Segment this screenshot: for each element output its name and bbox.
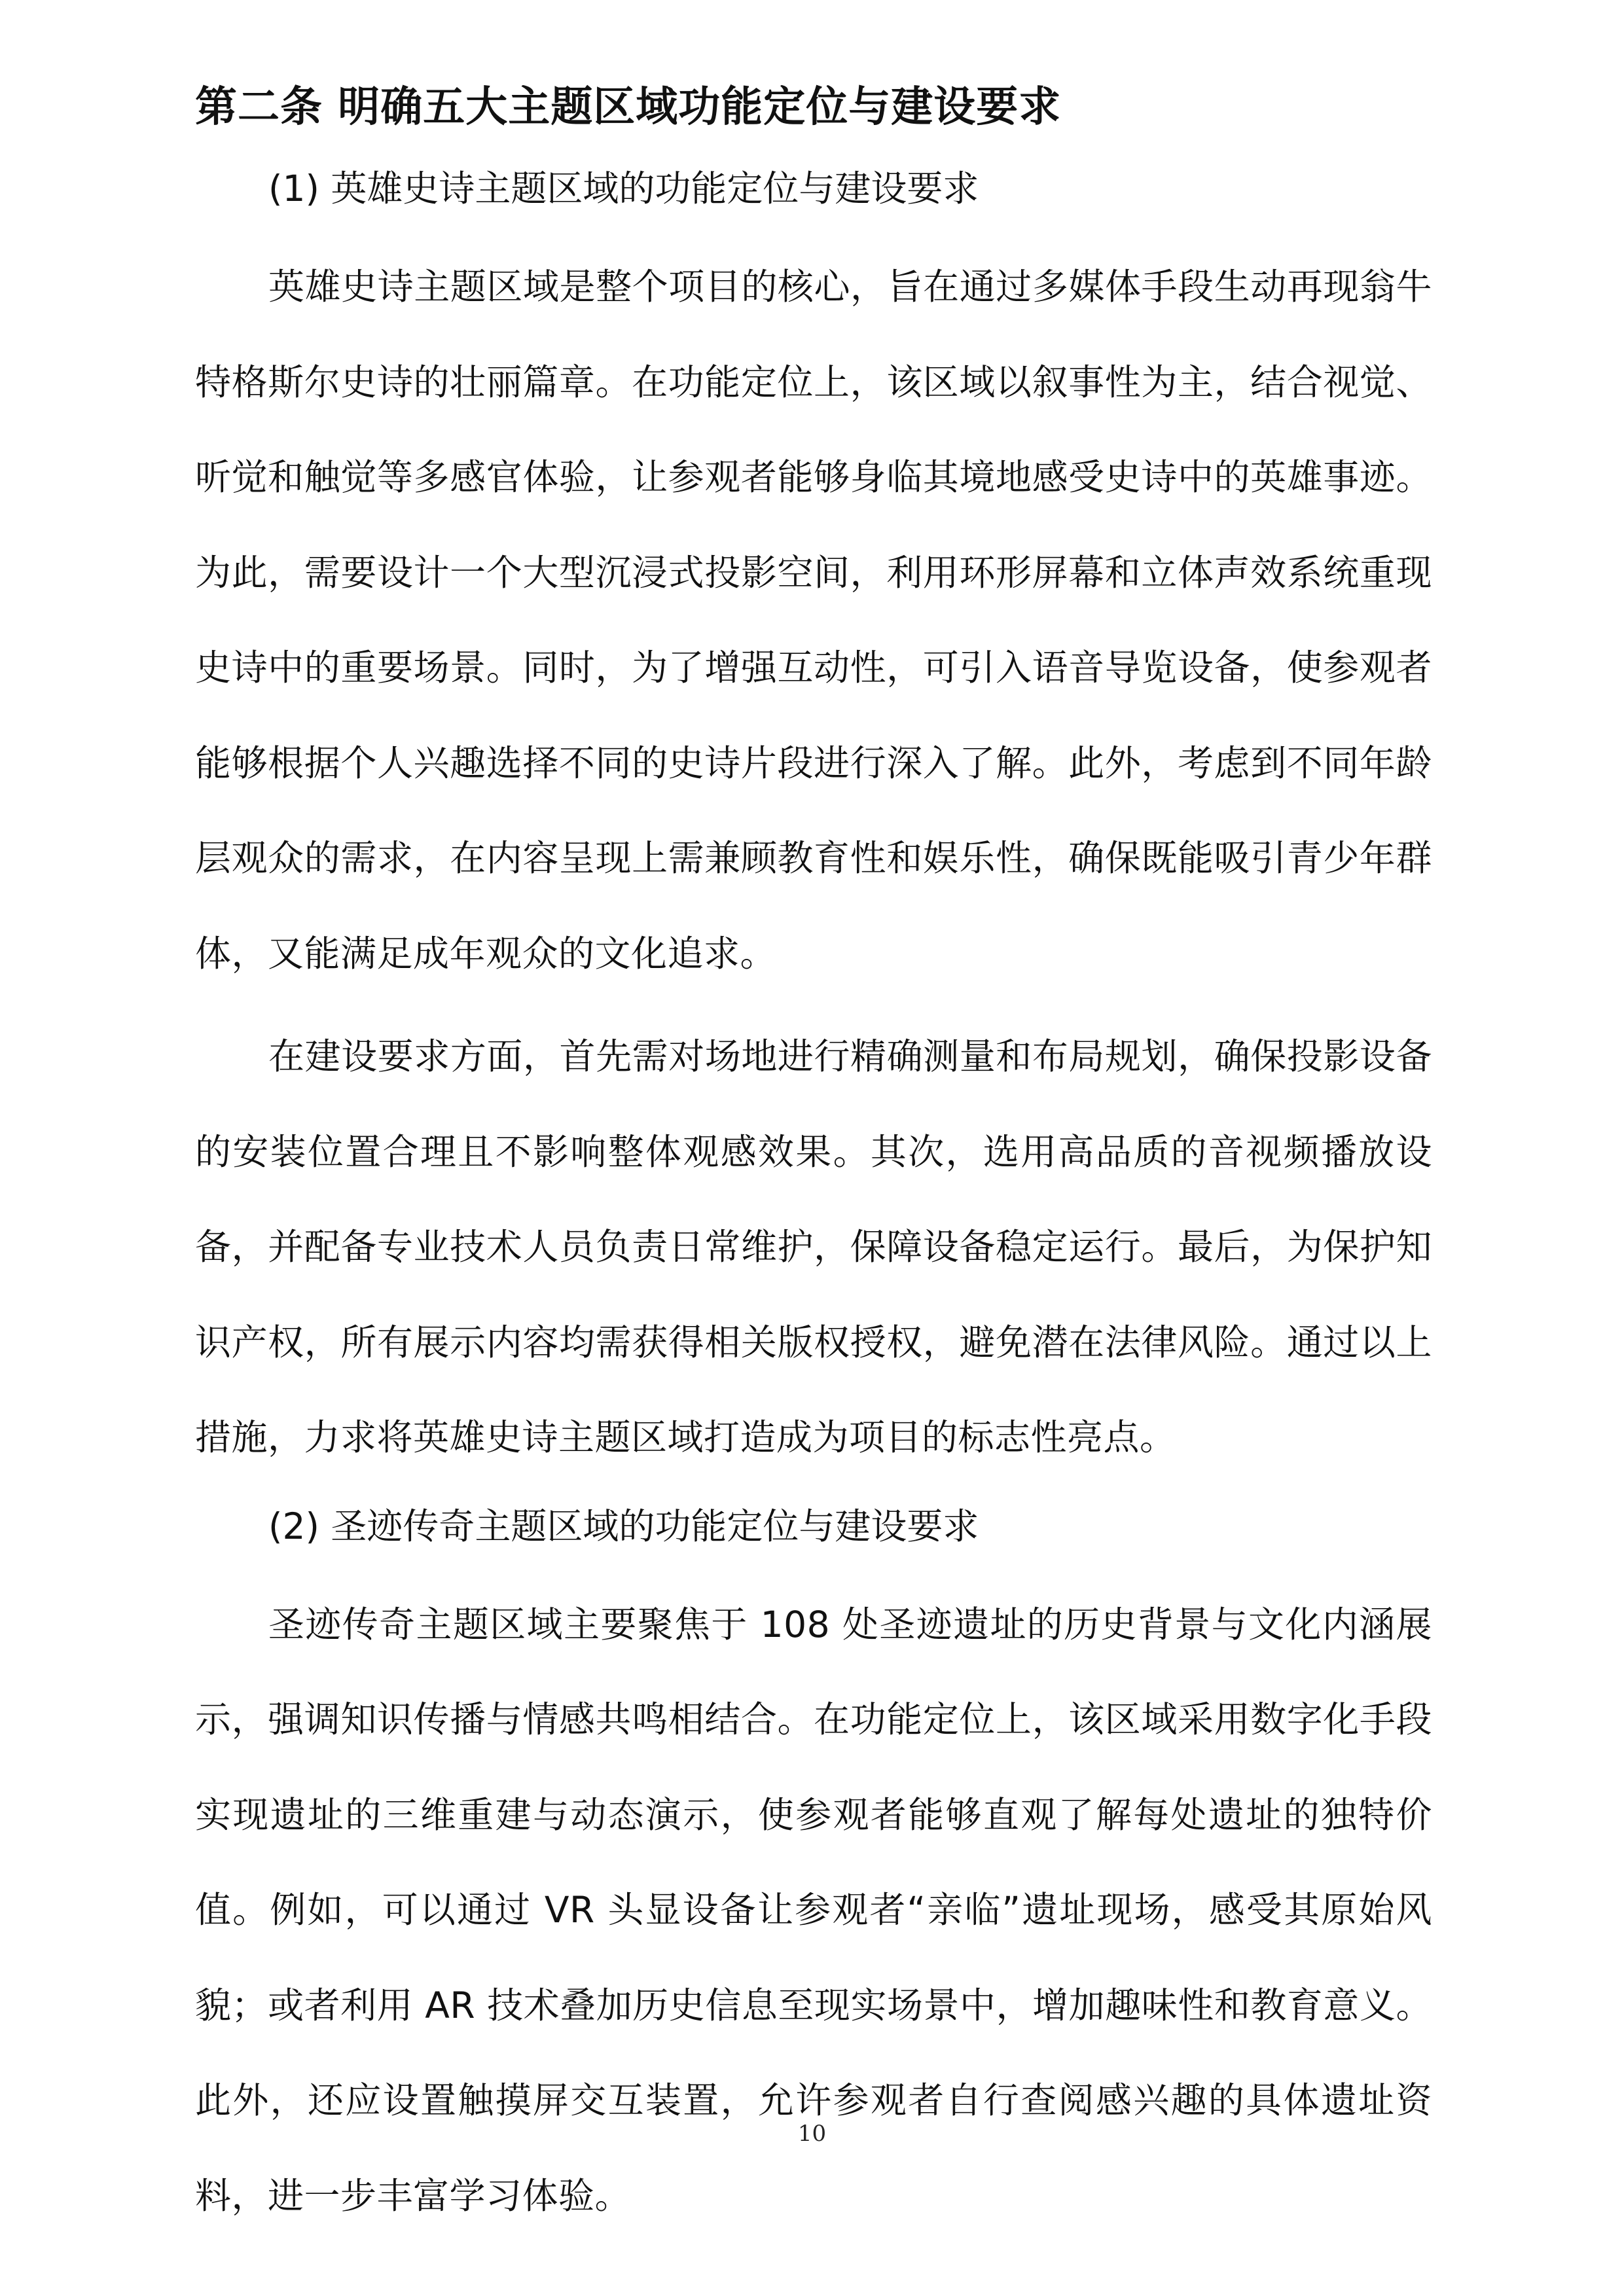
article-title: 第二条 明确五大主题区域功能定位与建设要求 — [195, 83, 1062, 132]
section-heading: (1) 英雄史诗主题区域的功能定位与建设要求 — [268, 168, 979, 209]
page-number: 10 — [797, 2121, 827, 2147]
paragraph: 圣迹传奇主题区域主要聚焦于 108 处圣迹遗址的历史背景与文化内涵展示，强调知识传播与情感共鸣相结合。在功能定位上，该区域采用数字化手段实现遗址的三维重建与动态演示，使参观者能够直观了解每处遗址的独特价值。例如，可以通过 VR 头显设备让参观者“亲临”遗址现场，感受其原始风貌；或者利用 AR 技术叠加历史信息至现实场景中，增加趣味性和教育意义。此外，还应设置触摸屏交互装置，允许参观者自行查阅感兴趣的具体遗址资料，进一步丰富学习体验。 — [195, 1603, 1432, 2217]
paragraph: 在建设要求方面，首先需对场地进行精确测量和布局规划，确保投影设备的安装位置合理且不影响整体观感效果。其次，选用高品质的音视频播放设备，并配备专业技术人员负责日常维护，保障设备稳定运行。最后，为保护知识产权，所有展示内容均需获得相关版权授权，避免潜在法律风险。通过以上措施，力求将英雄史诗主题区域打造成为项目的标志性亮点。 — [195, 1035, 1432, 1458]
section-1 — [195, 156, 1432, 1486]
document-body — [195, 72, 1432, 2251]
paragraph: 英雄史诗主题区域是整个项目的核心，旨在通过多媒体手段生动再现翁牛特格斯尔史诗的壮丽篇章。在功能定位上，该区域以叙事性为主，结合视觉、听觉和触觉等多感官体验，让参观者能够身临其境地感受史诗中的英雄事迹。为此，需要设计一个大型沉浸式投影空间，利用环形屏幕和立体声效系统重现史诗中的重要场景。同时，为了增强互动性，可引入语音导览设备，使参观者能够根据个人兴趣选择不同的史诗片段进行深入了解。此外，考虑到不同年龄层观众的需求，在内容呈现上需兼顾教育性和娱乐性，确保既能吸引青少年群体，又能满足成年观众的文化追求。 — [195, 266, 1432, 975]
section-heading: (2) 圣迹传奇主题区域的功能定位与建设要求 — [268, 1505, 979, 1547]
